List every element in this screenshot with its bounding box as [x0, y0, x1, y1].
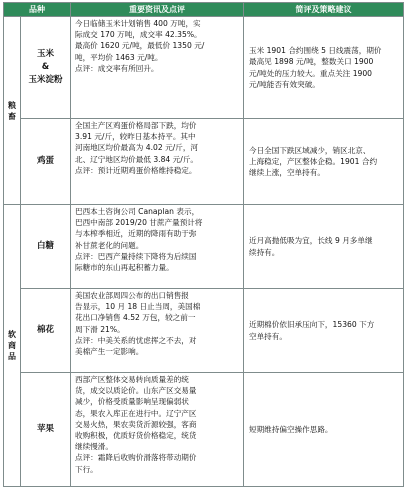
strategy-table — [3, 2, 404, 487]
variety-sugar: 白糖 — [21, 205, 71, 289]
news-cotton: 美国农业部周四公布的出口销售报 告显示，10 月 18 日止当周，美国棉 花出口净销售 4.52 万包，较之前一 周下滑 21%。 点评：中美关系的忧虑挥之不去，对 美棉产生一定影响。 — [71, 289, 244, 373]
news-apple: 西部产区整体交易转向质量差的统 货，成交以质论价。山东产区交易量 减少，价格受质量影响呈现偏弱状 态，果农入库正在进行中。辽宁产区 交易火热，果农卖货沂源较强，客商 收购积极，优质好货价格稳定，统货 继续慢滑。 点评：霜降后收购价滑落将带动期价 下行。 — [71, 373, 244, 487]
table-header-row — [4, 3, 404, 17]
suggestion-sugar: 近月高抛低吸为宜，长线 9 月多单继 续持有。 — [244, 205, 404, 289]
header-variety: 品种 — [4, 3, 71, 17]
table-row-cotton — [4, 289, 404, 373]
suggestion-cotton: 近期棉价依旧承压向下，15360 下方 空单持有。 — [244, 289, 404, 373]
table-row-apple — [4, 373, 404, 487]
table-row-sugar — [4, 205, 404, 289]
suggestion-corn: 玉米 1901 合约围绕 5 日线震荡，期价 最高见 1898 元/吨，整数关口 1900 元/吨处的压力较大。重点关注 1900 元/吨能否有效突破。 — [244, 17, 404, 119]
variety-egg: 鸡蛋 — [21, 119, 71, 205]
variety-apple: 苹果 — [21, 373, 71, 487]
suggestion-apple: 短期维持偏空操作思路。 — [244, 373, 404, 487]
category-grain-livestock: 粮畜 — [4, 17, 21, 205]
header-news: 重要资讯及点评 — [71, 3, 244, 17]
header-suggestion: 简评及策略建议 — [244, 3, 404, 17]
variety-corn: 玉米 & 玉米淀粉 — [21, 17, 71, 119]
variety-cotton: 棉花 — [21, 289, 71, 373]
table-row-corn — [4, 17, 404, 119]
table-row-egg — [4, 119, 404, 205]
news-sugar: 巴西本土咨询公司 Canaplan 表示， 巴西中南部 2019/20 甘蔗产量预计将 与本榨季相近，近期的降雨有助于弥 补甘蔗老化的问题。 点评：巴西产量持续下降将为后续国 际糖市的东山再起积蓄力量。 — [71, 205, 244, 289]
suggestion-egg: 今日全国下跌区域减少，销区北京、 上海稳定，产区整体企稳。1901 合约 继续上涨，空单持有。 — [244, 119, 404, 205]
news-corn: 今日临储玉米计划销售 400 万吨，实 际成交 170 万吨，成交率 42.35%。 最高价 1620 元/吨，最低价 1350 元/ 吨，平均价 1463 元/吨。 点评：成交率有所回升。 — [71, 17, 244, 119]
news-egg: 全国主产区鸡蛋价格局部下跌，均价 3.91 元/斤，较昨日基本持平。其中 河南地区均价最高为 4.02 元/斤，河 北、辽宁地区均价最低 3.84 元/斤。 点评：预计近期鸡蛋价格维持稳定。 — [71, 119, 244, 205]
category-soft-commodities: 软商品 — [4, 205, 21, 487]
